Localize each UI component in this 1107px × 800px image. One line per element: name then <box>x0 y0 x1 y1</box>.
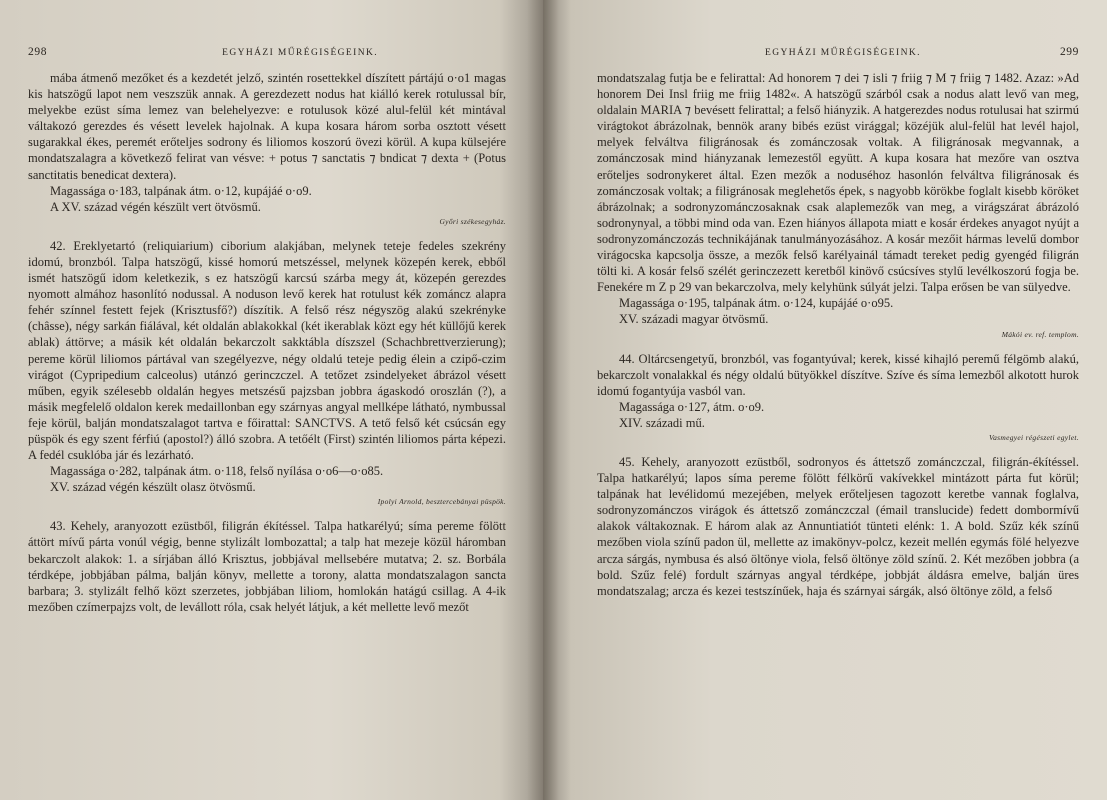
measurement-line: XIV. századi mű. <box>619 415 705 430</box>
left-page <box>0 0 543 800</box>
right-running-head <box>597 44 1079 60</box>
right-page <box>543 0 1107 800</box>
measurement-line: A XV. század végén készült vert ötvösmű. <box>50 199 261 214</box>
paragraph: 45. Kehely, aranyozott ezüstből, sodronyos és áttetsző zománczczal, filigrán-ékítéssel. Talpa hatkarélyú; lapos síma pereme fölött félkörű vakívekkel mintázott párta fut körül; talpának hat levélidomú mezejében, melyek erőteljesen tagozott keretbe vannak foglalva, sodronyzománczos virágok és áttetsző zománczczal (émail translucide) fedett dombormívű alakok váltakoznak. E három alak az Annuntiatiót tünteti elénk: 1. A bold. Szűz kék színű mezőben viola színű padon ül, mellette az imakönyv-polcz, kezeit mellén egymás fölé helyezve arcza sárgás, nymbusa és alsó öltönye viola, felső öltönye zöld színű. 2. Két mezőben jobbra (a bold. Szűz felé) fordult szárnyas angyal térdképe, jobbját áldásra emelve, balján üres mondatszalag; arcza és kezei testszínűek, haja és szárnyai sárgák, alsó öltönye zöld, a felső <box>597 454 1079 598</box>
right-page-body <box>597 70 1079 599</box>
paragraph: mába átmenő mezőket és a kezdetét jelző, szintén rosettekkel díszített pártájú o·o1 magas kis hatszögű lapot nem veszszük annak. A gerezdezett nodus hat kiálló kerek rotulussal bír, melyekbe ezüst síma lemez van belehelyezve: e rotulusok közé alul-felül két mintával váltakozó gerezdes és vésett levelek hajolnak. A kupa kosara három sorba osztott vésett sugarakkal ékes, peremét erőteljes sodrony és liliomos koszorú övezi körül. A kupa külsejére mondatszalagra a következő felirat van vésve: + potus ⁊ sanctatis ⁊ bndicat ⁊ dexta + (Potus sanctitatis benedicat dextera). <box>28 71 506 182</box>
source-attribution: Ipolyi Arnold, besztercebányai püspök. <box>377 497 506 507</box>
source-attribution: Vasmegyei régészeti egylet. <box>989 432 1079 442</box>
measurement-line: Magassága o·183, talpának átm. o·12, kupájáé o·o9. <box>50 183 312 198</box>
paragraph: 44. Oltárcsengetyű, bronzból, vas fogantyúval; kerek, kissé kihajló peremű félgömb alakú, bekarczolt vonalakkal és négy oldalú bütyökkel díszítve. Szíve és síma lemezből alkotott hurok idomú fogantyúja vasból van. <box>597 351 1079 398</box>
measurement-line: XV. századi magyar ötvösmű. <box>619 312 769 327</box>
paragraph: 43. Kehely, aranyozott ezüstből, filigrán ékítéssel. Talpa hatkarélyú; síma pereme fölött áttört mívű párta vonúl végig, benne stylizált lombozattal; a talp hat mezeje közül háromban bekarczolt alakok: 1. a sírjában álló Krisztus, jobbjával mellsebére mutatva; 2. sz. Borbála térdképe, jobbjában pálma, balján könyv, mellette a torony, alatta mondatszalagon sancta barbara; 3. stylizált felhő közt szerzetes, jobbjában liliom, homlokán hatágú csillag. A 4-ik mezőben czímerpajzs volt, de levállott róla, csak helyét látjuk, a két mellette levő mezőt <box>28 519 506 614</box>
gutter-shadow-right <box>543 0 559 800</box>
right-page-content <box>597 44 1079 599</box>
measurement-line: Magassága o·282, talpának átm. o·118, felső nyílása o·o6—o·o85. <box>50 464 384 479</box>
measurement-line: XV. század végén készült olasz ötvösmű. <box>50 480 256 495</box>
measurement-line: Magassága o·127, átm. o·o9. <box>619 399 765 414</box>
left-running-head <box>28 44 506 60</box>
source-attribution: Győri székesegyház. <box>439 216 506 226</box>
left-page-body <box>28 70 506 615</box>
right-running-head-title: EGYHÁZI MŰRÉGISÉGEINK. <box>765 48 921 58</box>
source-attribution: Mákói ev. ref. templom. <box>1001 329 1079 339</box>
measurement-line: Magassága o·195, talpának átm. o·124, kupájáé o·o95. <box>619 296 894 311</box>
paragraph: 42. Ereklyetartó (reliquiarium) ciborium alakjában, melynek teteje fedeles szekrény idomú, bronzból. Talpa hatszögű, kissé homorú metszéssel, melynek közepén kerek, ebből ismét hatszögű idom keletkezik, s ez hatszögű karcsú szárba megy át, közepén gerezdes nyomott almához hasonlító nodussal. A noduson levő kerek hat rotulust kék zománcz alapra fehér színnel festett fejek (Krisztusfő?) díszítik. A felső rész négyszög alakú szekrényke (châsse), négy sarkán fiálával, két oldalán ablakokkal (két ikerablak közt egy hét küllőjű kerek ablak) áttörve; a másik két oldalán bekarczolt sakktábla díszszel (Schachbrettverzierung); pereme körül liliomos pártával van szegélyezve, négy oldalú teteje pedig élein a czipő-czim virágot (Cypripedium calceolus) utánzó gerinczczel. A tetőzet zsindelyeket ábrázol vésett műben, egyik szélesebb oldalán hegyes metszésű pajzsban jobbra ágaskodó oroszlán (?), a másik megfelelő oldalon kerek medaillonban egy szárnyas angyal mellképe látható, nymbussal feje körül, balján mondatszalagot tartva e főirattal: SANCTVS. A tető felső két csúcsán egy püspök és egy szent férfiú (apostol?) álló szobra. A tetőélt (First) szintén liliomos párta képezi. A fedél csuklóba jár és lezárható. <box>28 238 506 463</box>
gutter-shadow-left <box>527 0 543 800</box>
right-page-number: 299 <box>1059 46 1079 58</box>
left-page-number: 298 <box>28 46 48 58</box>
left-page-content <box>28 44 506 615</box>
left-running-head-title: EGYHÁZI MŰRÉGISÉGEINK. <box>222 48 378 58</box>
paragraph: mondatszalag futja be e felirattal: Ad honorem ⁊ dei ⁊ isli ⁊ friig ⁊ M ⁊ friig ⁊ 1482. Azaz: »Ad honorem Dei Insl friig me friig 1482«. A hatszögű szárból csak a nodus alatt levő van meg, oldalain MARIA ⁊ bevésett felirattal; a felső hiányzik. A hatgerezdes nodus rotulusai hat szirmú virágtokot ábrázolnak, bennök arany bibés ezüst virággal; közéjük alul-felül hat levél hajol, melyek felváltva filigránosak és zománczosak voltak. A filigránosak megvannak, a zománczosak mind hiányzanak lemezestől együtt. A kupa kosara hat mezőre van osztva erőteljes sodronykeret által. Ezen mezők a noduséhoz hasonlón felváltva filigránosak és zománczosak voltak; a filigránosak meglehetős épek, s nagyobb körökbe foglalt kisebb köröket ábrázolnak; a sodronyzománczosaknak csak alaplemezők van meg, a virágszárat ábrázoló sodronynyal, a többi mind oda van. Ezen hiányos állapota miatt e kosár érdekes anyagot nyújt a sodronyzománczozás technikájának tanulmányozásához. A kosár mezőit hármas levelű dombor virágocska kapcsolja össze, a mezők felső karélyainál támadt tereket pedig gyengéd filigrán tölti ki. A kosár felső szélét gerinczezett keretből kinövő csúcsíves stylű levélkoszorú fogja be. Fenekére m Z p 29 van bekarczolva, mely kelyhünk súlyát jelzi. Talpa erősen be van sülyedve. <box>597 71 1079 295</box>
